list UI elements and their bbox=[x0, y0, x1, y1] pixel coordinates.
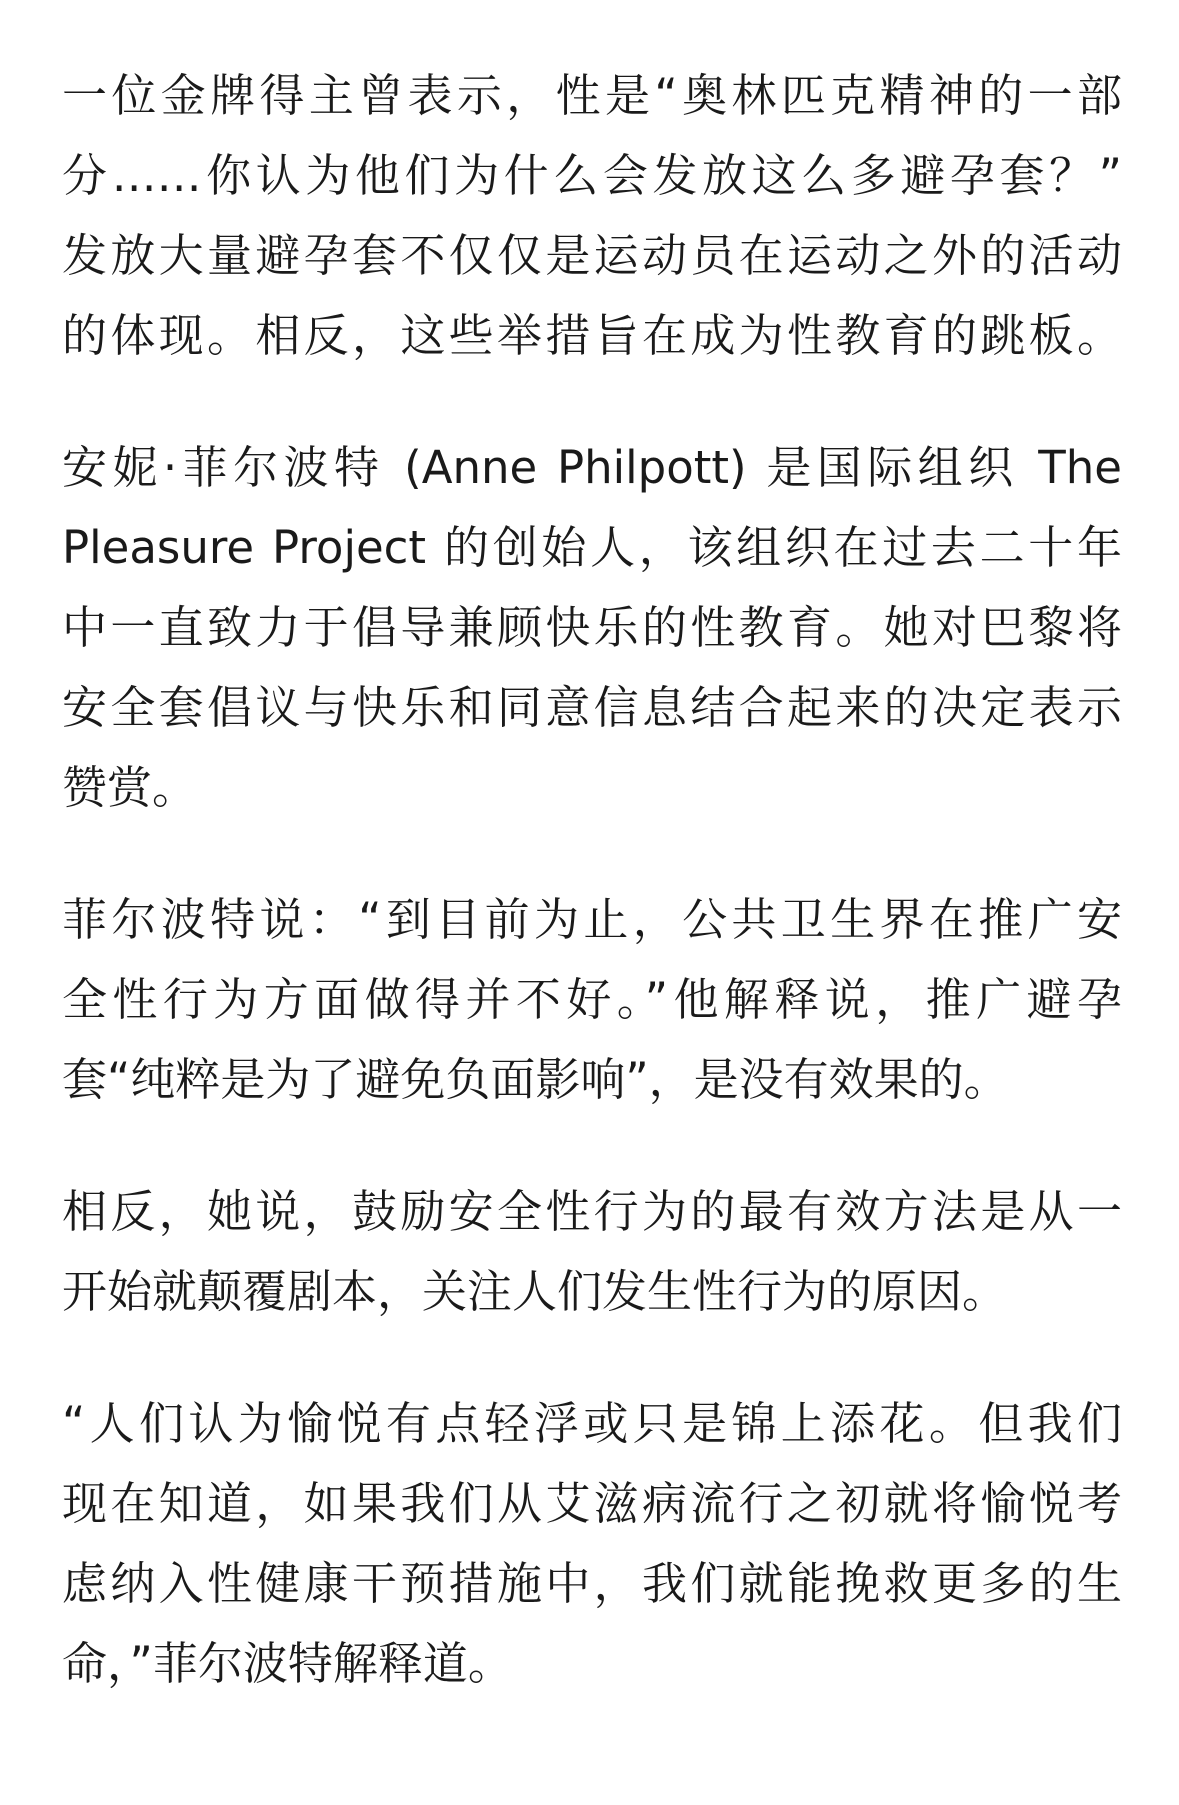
text-line: Pleasure Project 的创始人，该组织在过去二十年 bbox=[62, 521, 1122, 574]
article-body bbox=[62, 56, 1122, 1704]
text-line: 套“纯粹是为了避免负面影响”，是没有效果的。 bbox=[62, 1053, 1009, 1106]
paragraph-1 bbox=[62, 56, 1122, 376]
text-line: 安全套倡议与快乐和同意信息结合起来的决定表示 bbox=[62, 681, 1122, 734]
paragraph-5 bbox=[62, 1384, 1122, 1704]
text-line: 命，”菲尔波特解释道。 bbox=[62, 1637, 513, 1690]
text-line: 安妮·菲尔波特 (Anne Philpott) 是国际组织 The bbox=[62, 441, 1122, 494]
text-line: 现在知道，如果我们从艾滋病流行之初就将愉悦考 bbox=[62, 1477, 1122, 1530]
paragraph-3 bbox=[62, 880, 1122, 1120]
text-line: 虑纳入性健康干预措施中，我们就能挽救更多的生 bbox=[62, 1557, 1122, 1610]
text-line: 菲尔波特说：“到目前为止，公共卫生界在推广安 bbox=[62, 893, 1122, 946]
paragraph-4 bbox=[62, 1172, 1122, 1332]
text-line: “人们认为愉悦有点轻浮或只是锦上添花。但我们 bbox=[62, 1397, 1122, 1450]
text-line: 一位金牌得主曾表示，性是“奥林匹克精神的一部 bbox=[62, 69, 1122, 122]
text-line: 发放大量避孕套不仅仅是运动员在运动之外的活动 bbox=[62, 229, 1122, 282]
paragraph-2 bbox=[62, 428, 1122, 828]
text-line: 中一直致力于倡导兼顾快乐的性教育。她对巴黎将 bbox=[62, 601, 1122, 654]
text-line: 开始就颠覆剧本，关注人们发生性行为的原因。 bbox=[62, 1265, 1008, 1318]
text-line: 全性行为方面做得并不好。”他解释说，推广避孕 bbox=[62, 973, 1122, 1026]
text-line: 相反，她说，鼓励安全性行为的最有效方法是从一 bbox=[62, 1185, 1122, 1238]
text-line: 分……你认为他们为什么会发放这么多避孕套？” bbox=[62, 149, 1122, 202]
text-line: 赞赏。 bbox=[62, 761, 198, 814]
text-line: 的体现。相反，这些举措旨在成为性教育的跳板。 bbox=[62, 309, 1122, 362]
